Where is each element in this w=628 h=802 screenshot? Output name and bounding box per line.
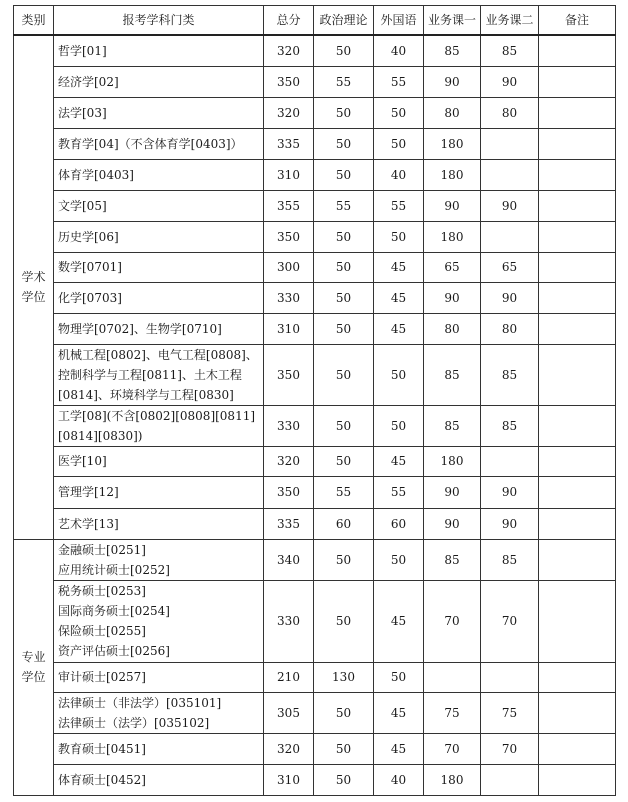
table-row (14, 190, 616, 221)
foreign-cell: 50 (374, 97, 424, 128)
subject-cell (54, 692, 264, 733)
subject-line: 化学[0703] (58, 290, 122, 305)
total-cell: 350 (264, 344, 314, 405)
subject-cell (54, 764, 264, 795)
notes-cell (539, 221, 616, 252)
table-row (14, 508, 616, 539)
foreign-cell: 55 (374, 476, 424, 508)
total-cell: 340 (264, 539, 314, 580)
subject-line: 金融硕士[0251] (58, 542, 146, 557)
table-row (14, 97, 616, 128)
subject-line: 历史学[06] (58, 229, 119, 244)
foreign-cell: 45 (374, 252, 424, 282)
course2-cell: 90 (481, 66, 539, 97)
notes-cell (539, 128, 616, 159)
subject-cell (54, 66, 264, 97)
table-row (14, 221, 616, 252)
course1-cell: 180 (424, 128, 481, 159)
politics-cell: 60 (314, 508, 374, 539)
subject-cell (54, 344, 264, 405)
politics-cell: 50 (314, 692, 374, 733)
foreign-cell: 45 (374, 733, 424, 764)
course2-cell: 85 (481, 539, 539, 580)
foreign-cell: 50 (374, 221, 424, 252)
subject-line: 教育学[04]（不含体育学[0403]） (58, 136, 243, 151)
table-row (14, 35, 616, 66)
politics-cell: 55 (314, 476, 374, 508)
notes-cell (539, 508, 616, 539)
politics-cell: 50 (314, 128, 374, 159)
subject-line: 国际商务硕士[0254] (58, 604, 170, 618)
politics-cell: 50 (314, 282, 374, 313)
course1-cell: 90 (424, 282, 481, 313)
notes-cell (539, 539, 616, 580)
course2-cell (481, 446, 539, 476)
course1-cell (424, 662, 481, 692)
table-row (14, 159, 616, 190)
course1-cell: 90 (424, 508, 481, 539)
header-course2: 业务课二 (481, 6, 539, 36)
course2-cell: 65 (481, 252, 539, 282)
subject-cell (54, 252, 264, 282)
subject-cell (54, 159, 264, 190)
total-cell: 335 (264, 508, 314, 539)
subject-cell (54, 97, 264, 128)
notes-cell (539, 66, 616, 97)
course2-cell: 90 (481, 282, 539, 313)
total-cell: 320 (264, 446, 314, 476)
course2-cell: 85 (481, 35, 539, 66)
subject-line: 艺术学[13] (58, 516, 119, 531)
table-row (14, 66, 616, 97)
notes-cell (539, 446, 616, 476)
table-row (14, 733, 616, 764)
subject-line: 体育硕士[0452] (58, 772, 146, 787)
subject-line: 教育硕士[0451] (58, 741, 146, 756)
subject-line: 法律硕士（法学）[035102] (58, 715, 210, 730)
subject-line: 审计硕士[0257] (58, 670, 146, 684)
total-cell: 300 (264, 252, 314, 282)
politics-cell: 50 (314, 580, 374, 662)
course2-cell (481, 662, 539, 692)
politics-cell: 50 (314, 344, 374, 405)
header-total: 总分 (264, 6, 314, 36)
table-row (14, 692, 616, 733)
subject-line: 税务硕士[0253] (58, 584, 146, 598)
table-row (14, 282, 616, 313)
foreign-cell: 50 (374, 344, 424, 405)
table-row (14, 476, 616, 508)
politics-cell: 50 (314, 35, 374, 66)
notes-cell (539, 252, 616, 282)
foreign-cell: 60 (374, 508, 424, 539)
course2-cell (481, 764, 539, 795)
course1-cell: 85 (424, 35, 481, 66)
total-cell: 320 (264, 733, 314, 764)
table-row (14, 580, 616, 662)
course2-cell: 90 (481, 476, 539, 508)
table-row (14, 662, 616, 692)
notes-cell (539, 35, 616, 66)
header-category: 类别 (14, 6, 54, 36)
course2-cell: 70 (481, 733, 539, 764)
table-row (14, 313, 616, 344)
total-cell: 350 (264, 476, 314, 508)
subject-line: 物理学[0702]、生物学[0710] (58, 321, 222, 336)
foreign-cell: 50 (374, 128, 424, 159)
foreign-cell: 45 (374, 446, 424, 476)
foreign-cell: 55 (374, 66, 424, 97)
subject-cell (54, 282, 264, 313)
notes-cell (539, 405, 616, 446)
header-politics: 政治理论 (314, 6, 374, 36)
course2-cell: 70 (481, 580, 539, 662)
subject-cell (54, 35, 264, 66)
subject-cell (54, 405, 264, 446)
politics-cell: 130 (314, 662, 374, 692)
course1-cell: 80 (424, 97, 481, 128)
course1-cell: 70 (424, 580, 481, 662)
foreign-cell: 45 (374, 282, 424, 313)
course2-cell: 90 (481, 508, 539, 539)
subject-line: 经济学[02] (58, 74, 119, 89)
politics-cell: 50 (314, 446, 374, 476)
course1-cell: 65 (424, 252, 481, 282)
total-cell: 330 (264, 405, 314, 446)
subject-line: 保险硕士[0255] (58, 624, 146, 638)
category-cell: 学术学位 (14, 35, 54, 539)
foreign-cell: 40 (374, 764, 424, 795)
subject-line: 数学[0701] (58, 260, 122, 274)
politics-cell: 50 (314, 221, 374, 252)
course2-cell: 85 (481, 344, 539, 405)
course1-cell: 70 (424, 733, 481, 764)
table-row (14, 539, 616, 580)
subject-line: 法学[03] (58, 105, 107, 120)
total-cell: 320 (264, 35, 314, 66)
total-cell: 310 (264, 159, 314, 190)
politics-cell: 55 (314, 66, 374, 97)
category-cell: 专业学位 (14, 539, 54, 795)
notes-cell (539, 344, 616, 405)
subject-line: 管理学[12] (58, 485, 119, 499)
header-foreign: 外国语 (374, 6, 424, 36)
subject-line: [0814]、环境科学与工程[0830] (58, 387, 234, 402)
course2-cell (481, 159, 539, 190)
foreign-cell: 40 (374, 35, 424, 66)
table-row (14, 405, 616, 446)
subject-line: 体育学[0403] (58, 167, 134, 182)
politics-cell: 50 (314, 97, 374, 128)
course1-cell: 85 (424, 405, 481, 446)
course2-cell (481, 128, 539, 159)
subject-cell (54, 539, 264, 580)
subject-line: 控制科学与工程[0811]、土木工程 (58, 367, 242, 382)
subject-line: 应用统计硕士[0252] (58, 562, 170, 577)
course2-cell: 80 (481, 97, 539, 128)
notes-cell (539, 733, 616, 764)
subject-cell (54, 476, 264, 508)
course1-cell: 90 (424, 476, 481, 508)
table-row (14, 764, 616, 795)
notes-cell (539, 476, 616, 508)
politics-cell: 55 (314, 190, 374, 221)
subject-line: 机械工程[0802]、电气工程[0808]、 (58, 347, 258, 362)
table-row (14, 252, 616, 282)
subject-line: 工学[08](不含[0802][0808][0811] (58, 408, 256, 423)
total-cell: 310 (264, 764, 314, 795)
subject-cell (54, 446, 264, 476)
course1-cell: 180 (424, 764, 481, 795)
course1-cell: 85 (424, 344, 481, 405)
score-table (13, 5, 616, 796)
header-row (14, 6, 616, 36)
course1-cell: 180 (424, 159, 481, 190)
table-row (14, 446, 616, 476)
politics-cell: 50 (314, 313, 374, 344)
notes-cell (539, 764, 616, 795)
subject-cell (54, 190, 264, 221)
subject-cell (54, 313, 264, 344)
politics-cell: 50 (314, 405, 374, 446)
total-cell: 330 (264, 580, 314, 662)
subject-cell (54, 662, 264, 692)
notes-cell (539, 97, 616, 128)
course1-cell: 180 (424, 221, 481, 252)
course2-cell (481, 221, 539, 252)
foreign-cell: 55 (374, 190, 424, 221)
header-notes: 备注 (539, 6, 616, 36)
politics-cell: 50 (314, 733, 374, 764)
total-cell: 210 (264, 662, 314, 692)
table-row (14, 344, 616, 405)
subject-line: 资产评估硕士[0256] (58, 644, 170, 658)
total-cell: 350 (264, 221, 314, 252)
table-row (14, 128, 616, 159)
foreign-cell: 45 (374, 580, 424, 662)
course1-cell: 90 (424, 190, 481, 221)
course1-cell: 85 (424, 539, 481, 580)
politics-cell: 50 (314, 159, 374, 190)
notes-cell (539, 282, 616, 313)
politics-cell: 50 (314, 539, 374, 580)
course1-cell: 80 (424, 313, 481, 344)
notes-cell (539, 662, 616, 692)
subject-line: [0814][0830]) (58, 428, 143, 443)
total-cell: 335 (264, 128, 314, 159)
foreign-cell: 45 (374, 313, 424, 344)
total-cell: 310 (264, 313, 314, 344)
course1-cell: 180 (424, 446, 481, 476)
total-cell: 350 (264, 66, 314, 97)
subject-line: 法律硕士（非法学）[035101] (58, 695, 222, 710)
politics-cell: 50 (314, 764, 374, 795)
subject-cell (54, 580, 264, 662)
notes-cell (539, 692, 616, 733)
subject-cell (54, 733, 264, 764)
notes-cell (539, 159, 616, 190)
course1-cell: 90 (424, 66, 481, 97)
subject-cell (54, 221, 264, 252)
politics-cell: 50 (314, 252, 374, 282)
subject-cell (54, 128, 264, 159)
foreign-cell: 50 (374, 405, 424, 446)
course1-cell: 75 (424, 692, 481, 733)
subject-cell (54, 508, 264, 539)
subject-line: 哲学[01] (58, 43, 107, 58)
header-course1: 业务课一 (424, 6, 481, 36)
course2-cell: 75 (481, 692, 539, 733)
course2-cell: 80 (481, 313, 539, 344)
foreign-cell: 50 (374, 539, 424, 580)
header-subject: 报考学科门类 (54, 6, 264, 36)
course2-cell: 90 (481, 190, 539, 221)
subject-line: 医学[10] (58, 454, 107, 468)
foreign-cell: 50 (374, 662, 424, 692)
subject-line: 文学[05] (58, 198, 107, 213)
total-cell: 330 (264, 282, 314, 313)
total-cell: 320 (264, 97, 314, 128)
total-cell: 355 (264, 190, 314, 221)
total-cell: 305 (264, 692, 314, 733)
foreign-cell: 40 (374, 159, 424, 190)
course2-cell: 85 (481, 405, 539, 446)
foreign-cell: 45 (374, 692, 424, 733)
notes-cell (539, 580, 616, 662)
notes-cell (539, 313, 616, 344)
notes-cell (539, 190, 616, 221)
